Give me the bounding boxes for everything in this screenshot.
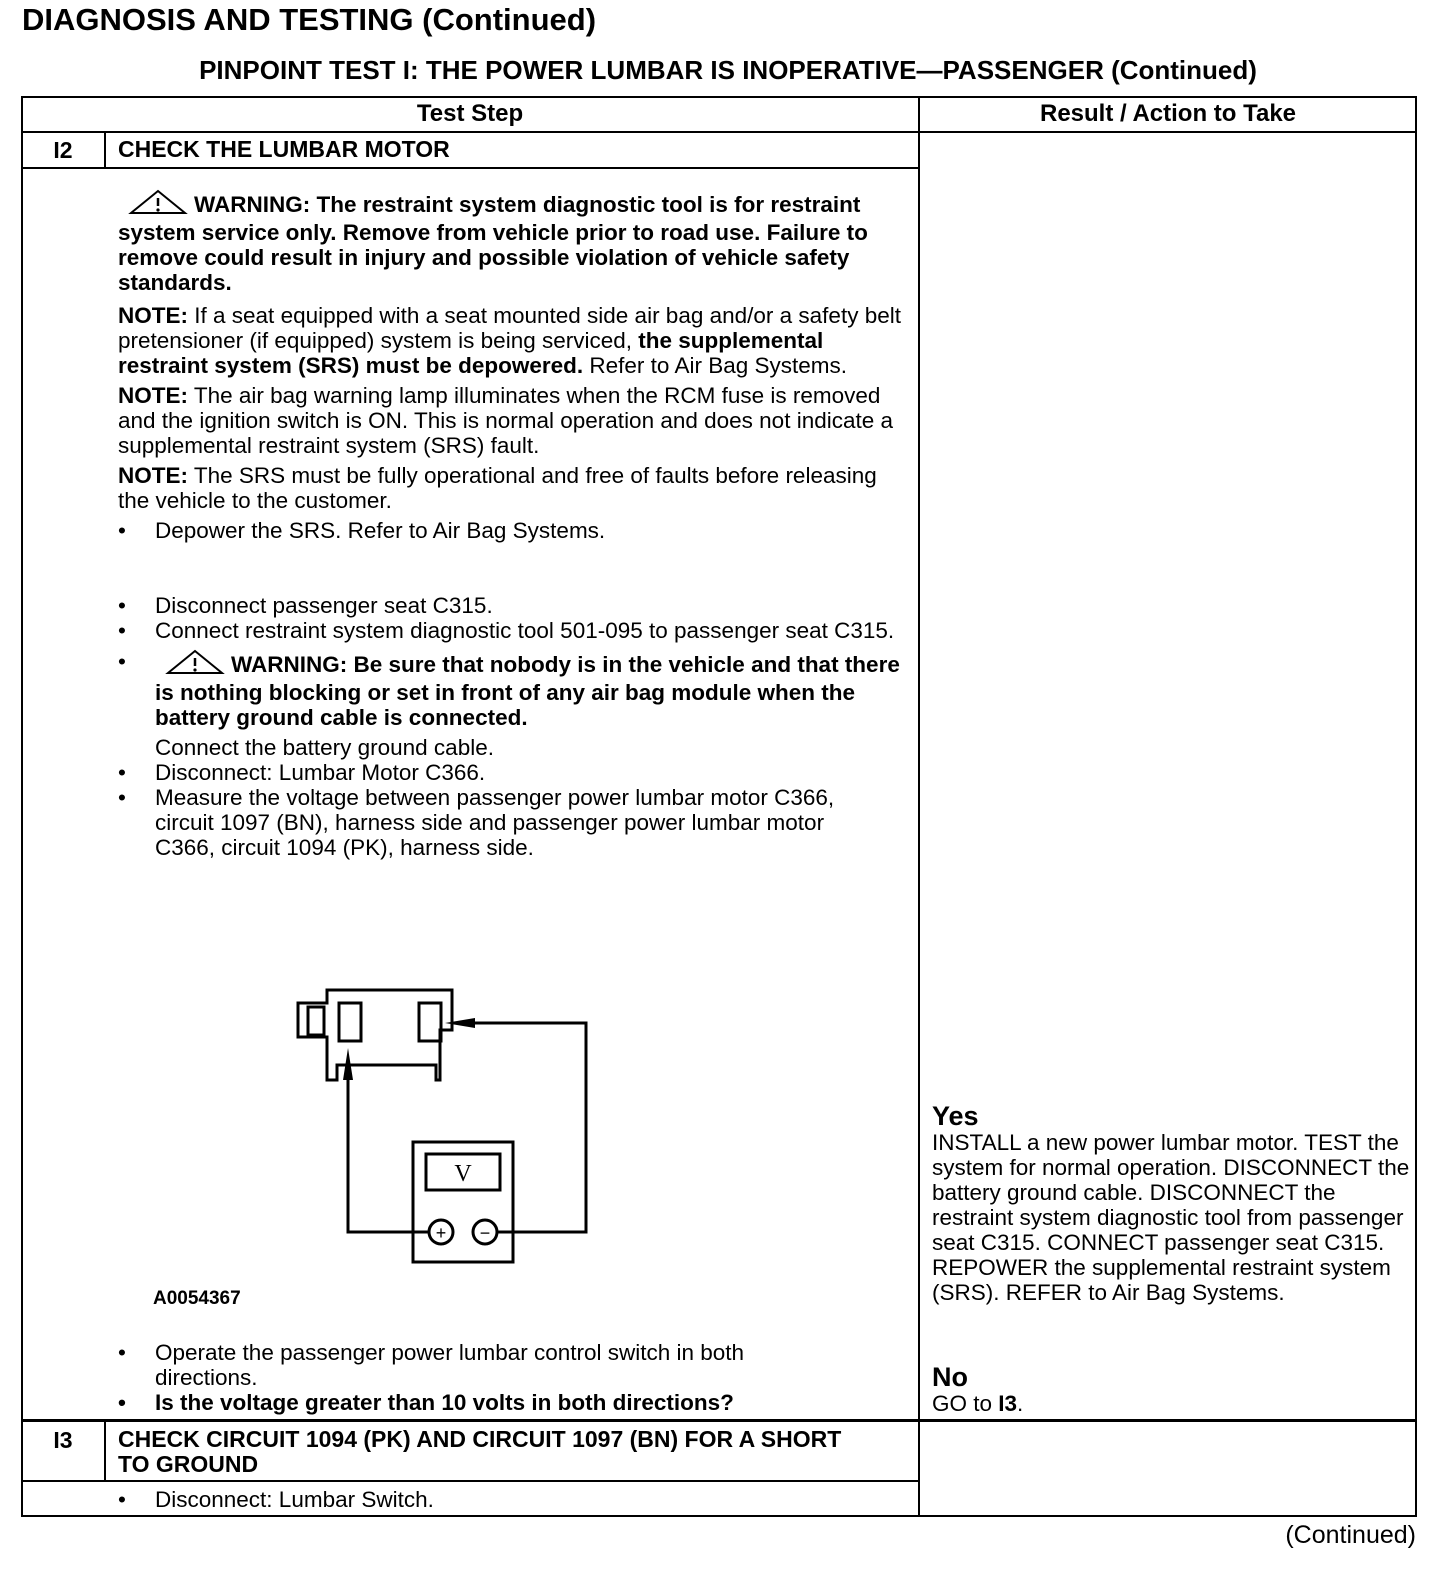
list-item: • Depower the SRS. Refer to Air Bag Systems. bbox=[118, 518, 606, 543]
column-divider bbox=[918, 96, 920, 1517]
lead-plus bbox=[348, 1065, 429, 1232]
warning-block: WARNING: The restraint system diagnostic tool is for restraint system service only. Remove from vehicle prior to road use. Failure to remove could result in injury and possible violation of vehicle safety standards. bbox=[118, 189, 903, 295]
meter-plus-label: + bbox=[435, 1223, 447, 1243]
note-block: NOTE: The SRS must be fully operational and free of faults before releasing the vehicle to the customer. bbox=[118, 463, 877, 513]
list-item: • Connect restraint system diagnostic tool 501-095 to passenger seat C315. bbox=[118, 618, 895, 643]
list-item: • Disconnect: Lumbar Switch. bbox=[118, 1487, 434, 1512]
result-yes: Yes INSTALL a new power lumbar motor. TEST the system for normal operation. DISCONNECT the battery ground cable. DISCONNECT the restraint system diagnostic tool from passenger seat C315. CONNECT passenger seat C315. REPOWER the supplemental restraint system (SRS). REFER to Air Bag Systems. bbox=[932, 1101, 1410, 1305]
lead-minus bbox=[465, 1023, 586, 1232]
column-header-result: Result / Action to Take bbox=[1039, 100, 1297, 127]
warning-triangle-icon bbox=[165, 649, 225, 680]
result-no: No GO to I3. bbox=[932, 1362, 1024, 1416]
step-number: I2 bbox=[53, 137, 73, 163]
list-item: • Measure the voltage between passenger power lumbar motor C366, circuit 1097 (BN), harness side and passenger power lumbar motor C366, circuit 1094 (PK), harness side. bbox=[118, 785, 835, 860]
step-title-divider bbox=[21, 1480, 920, 1482]
header-divider bbox=[21, 131, 1417, 133]
list-item: • Disconnect: Lumbar Motor C366. bbox=[118, 760, 486, 785]
warning-triangle-icon bbox=[128, 189, 188, 220]
figure-id: A0054367 bbox=[153, 1288, 241, 1309]
page-heading: DIAGNOSIS AND TESTING (Continued) bbox=[22, 2, 597, 37]
step-body bbox=[118, 189, 903, 860]
connector-pin bbox=[339, 1003, 361, 1041]
continued-label: (Continued) bbox=[1285, 1521, 1416, 1549]
step-body bbox=[118, 1487, 903, 1512]
connector-latch bbox=[308, 1007, 324, 1035]
probe-arrow-icon bbox=[445, 1018, 475, 1028]
step-num-divider bbox=[104, 1420, 106, 1482]
step-num-divider bbox=[104, 131, 106, 168]
list-item: • Operate the passenger power lumbar control switch in both directions. bbox=[118, 1340, 745, 1390]
voltmeter-diagram bbox=[290, 985, 600, 1265]
connector-pin bbox=[419, 1003, 441, 1041]
meter-minus-label: − bbox=[479, 1223, 491, 1243]
meter-body bbox=[413, 1142, 513, 1262]
list-item: • WARNING: Be sure that nobody is in the vehicle and that there is nothing blocking or set in front of any air bag module when the battery ground cable is connected. Connect the battery ground cable. bbox=[118, 649, 900, 760]
step-body bbox=[118, 1340, 903, 1415]
step-number: I3 bbox=[53, 1427, 73, 1453]
step-divider bbox=[21, 1419, 1417, 1422]
step-title: CHECK CIRCUIT 1094 (PK) AND CIRCUIT 1097 (BN) FOR A SHORT TO GROUND bbox=[118, 1426, 842, 1477]
list-item: • Disconnect passenger seat C315. bbox=[118, 593, 493, 618]
meter-unit-label: V bbox=[454, 1161, 472, 1187]
pinpoint-test-title: PINPOINT TEST I: THE POWER LUMBAR IS INOPERATIVE—PASSENGER (Continued) bbox=[199, 55, 1257, 85]
list-item: • Is the voltage greater than 10 volts in both directions? bbox=[118, 1390, 734, 1415]
note-block: NOTE: If a seat equipped with a seat mounted side air bag and/or a safety belt pretensioner (if equipped) system is being serviced, the supplemental restraint system (SRS) must be depowered. Refer to Air Bag Systems. bbox=[118, 303, 901, 378]
column-header-test-step: Test Step bbox=[416, 100, 524, 127]
goto-step-link[interactable]: I3 bbox=[998, 1391, 1018, 1416]
note-block: NOTE: The air bag warning lamp illuminates when the RCM fuse is removed and the ignition switch is ON. This is normal operation and does not indicate a supplemental restraint system (SRS) fault. bbox=[118, 383, 894, 458]
step-title-divider bbox=[21, 167, 920, 169]
step-title: CHECK THE LUMBAR MOTOR bbox=[118, 136, 450, 162]
